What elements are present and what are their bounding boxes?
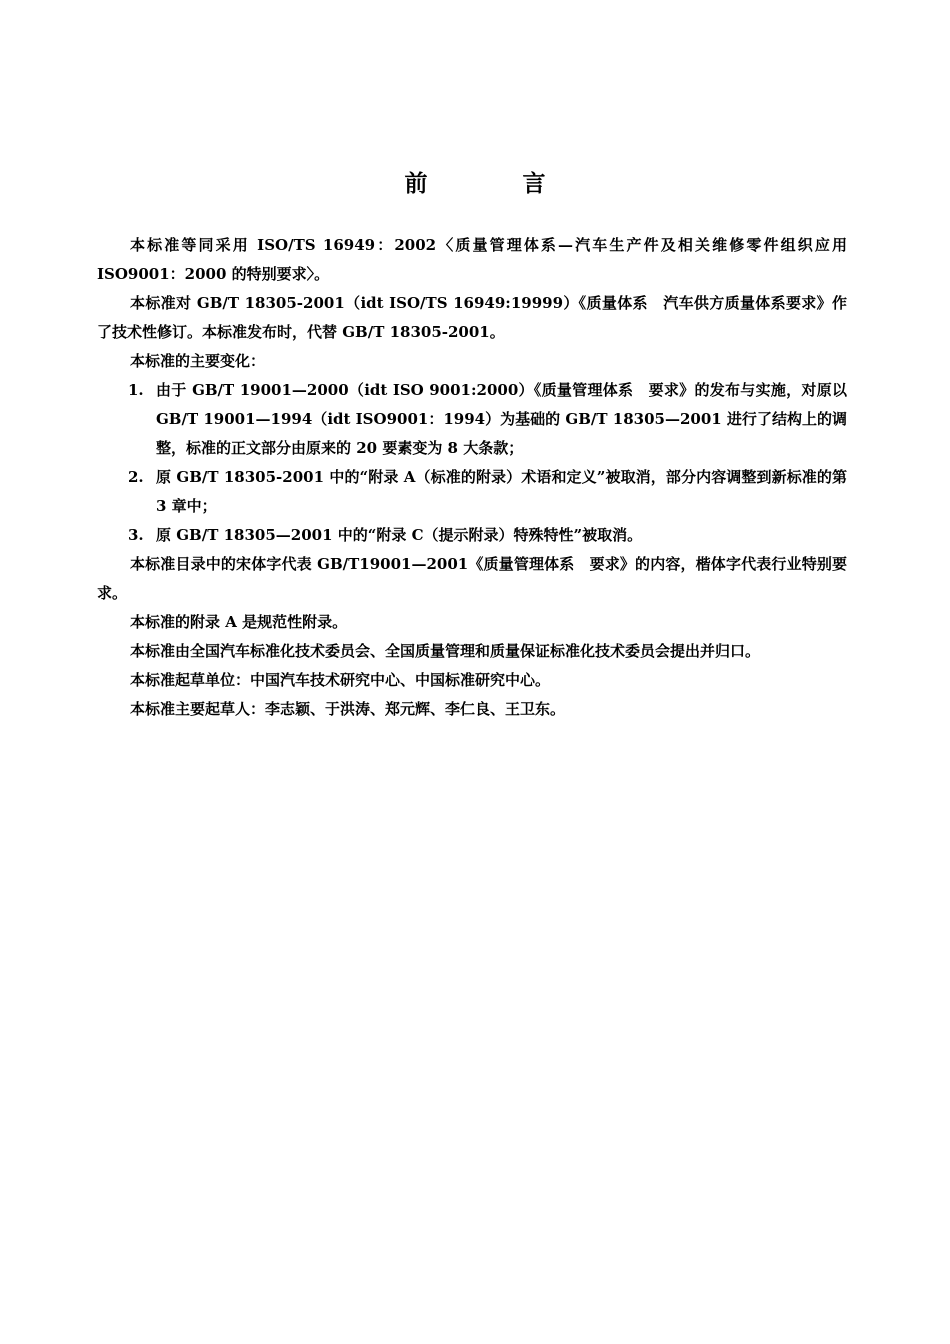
paragraph-annex: 本标准的附录 A 是规范性附录。	[130, 613, 348, 631]
paragraph-changes-intro: 本标准的主要变化：	[130, 352, 266, 370]
list-item-number: 1.	[128, 381, 144, 399]
paragraph-font-convention: 本标准目录中的宋体字代表 GB/T19001—2001《质量管理体系 要求》的内容，楷体字代表行业特别要求。	[97, 555, 847, 602]
list-item	[97, 376, 847, 463]
paragraph-proposer: 本标准由全国汽车标准化技术委员会、全国质量管理和质量保证标准化技术委员会提出并归口。	[130, 642, 761, 660]
list-item-number: 3.	[128, 526, 144, 544]
page-title: 前 言	[404, 170, 582, 197]
changes-list	[97, 376, 847, 550]
paragraph-drafters: 本标准主要起草人：李志颖、于洪涛、郑元辉、李仁良、王卫东。	[130, 700, 566, 718]
paragraph-adoption: 本标准等同采用 ISO/TS 16949：2002〈质量管理体系—汽车生产件及相关维修零件组织应用 ISO9001：2000 的特别要求〉。	[97, 236, 847, 283]
paragraph-revision: 本标准对 GB/T 18305-2001（idt ISO/TS 16949:19999）《质量体系 汽车供方质量体系要求》作了技术性修订。本标准发布时，代替 GB/T 18305-2001。	[97, 294, 847, 341]
list-item-text: 原 GB/T 18305—2001 中的“附录 C（提示附录）特殊特性”被取消。	[156, 526, 643, 544]
list-item	[97, 521, 847, 550]
list-item-text: 由于 GB/T 19001—2000（idt ISO 9001:2000）《质量管理体系 要求》的发布与实施，对原以 GB/T 19001—1994（idt ISO9001：1994）为基础的 GB/T 18305—2001 进行了结构上的调整，标准的正文部分由原来的 20 要素变为 8 大条款；	[156, 381, 847, 457]
document-body	[97, 231, 847, 724]
paragraph-drafting-units: 本标准起草单位：中国汽车技术研究中心、中国标准研究中心。	[130, 671, 551, 689]
list-item-number: 2.	[128, 468, 144, 486]
list-item-text: 原 GB/T 18305-2001 中的“附录 A（标准的附录）术语和定义”被取消，部分内容调整到新标准的第 3 章中；	[156, 468, 847, 515]
list-item	[97, 463, 847, 521]
